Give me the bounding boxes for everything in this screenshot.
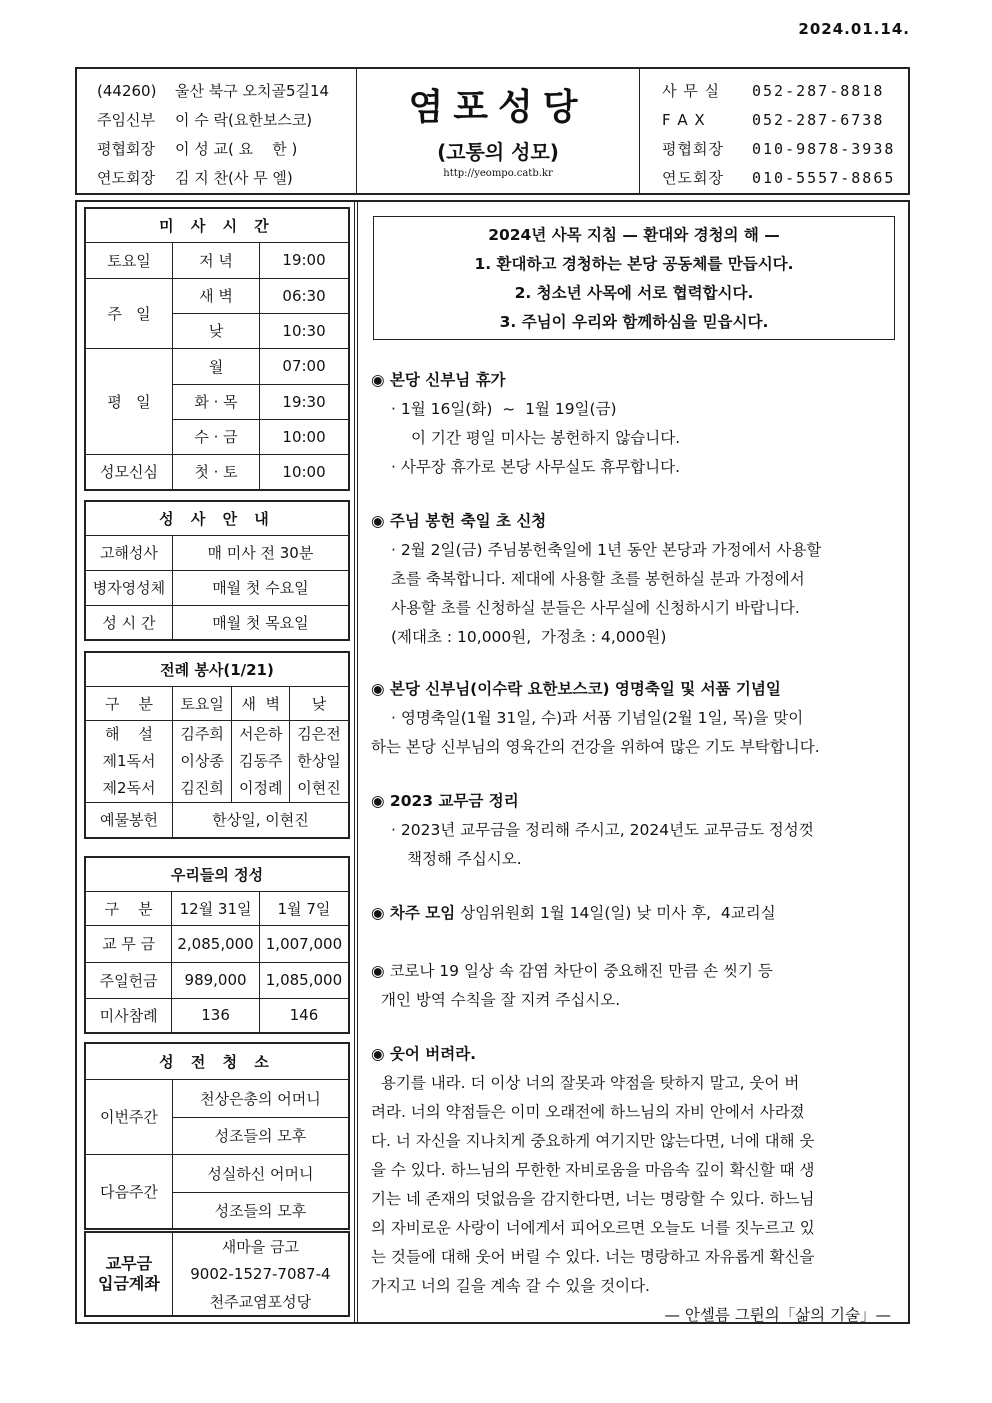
issue-date: 2024.01.14.: [798, 20, 910, 38]
notice-candle-request: ◉ 주님 봉헌 축일 초 신청 · 2월 2일(금) 주님봉헌축일에 1년 동안 본당과 가정에서 사용할 초를 축복합니다. 제대에 사용할 초를 봉헌하실 분과 가정에서 사용할 초를 신청하실 분들은 사무실에 신청하시기 바랍니다. (제대초 : 10,000원, 가정초 : 4,000원): [371, 512, 822, 646]
reflection-source: — 안셀름 그륀의「삶의 기술」—: [664, 1306, 891, 1324]
pastoral-item: 1. 환대하고 경청하는 본당 공동체를 만듭시다.: [474, 255, 794, 273]
parish-url[interactable]: http://yeompo.catb.kr: [443, 168, 553, 179]
account-number: 9002-1527-7087-4: [172, 1260, 349, 1288]
notice-dues: ◉ 2023 교무금 정리 · 2023년 교무금을 정리해 주시고, 2024년도 교무금도 정성껏 책정해 주십시오.: [371, 792, 814, 868]
parish-info: [77, 69, 357, 193]
parish-patron: (고통의 성모): [437, 140, 559, 164]
council-president-row: 평협회장 이 성 교( 요 한 ): [97, 140, 298, 158]
fax-row: F A X 052-287-6738: [662, 111, 885, 129]
bulletin-header: [75, 67, 910, 195]
contact-info: [639, 69, 908, 193]
notice-covid: ◉ 코로나 19 일상 속 감염 차단이 중요해진 만큼 손 씻기 등 개인 방역 수칙을 잘 지켜 주십시오.: [371, 962, 773, 1009]
liturgy-title: 전례 봉사(1/21): [85, 652, 349, 686]
sacrament-table: 성 사 안 내 고해성사 매 미사 전 30분 병자영성체 매월 첫 수요일 성 시 간 매월 첫 목요일: [84, 500, 350, 641]
pastoral-item: 3. 주님이 우리와 함께하심을 믿읍시다.: [499, 313, 769, 331]
cleaning-title: 성 전 청 소: [85, 1043, 349, 1079]
prayer-phone-row: 연도회장 010-5557-8865: [662, 169, 896, 187]
notice-next-meeting: ◉ 차주 모임 상임위원회 1월 14일(일) 낮 미사 후, 4교리실: [371, 904, 776, 922]
bulletin-body: [75, 200, 910, 1324]
notice-feast-day: ◉ 본당 신부님(이수락 요한보스코) 영명축일 및 서품 기념일 · 영명축일(1월 31일, 수)과 서품 기념일(2월 1일, 목)을 맞이 하는 본당 신부님의 영육간의 건강을 위하여 많은 기도 부탁합니다.: [371, 680, 820, 756]
column-divider: [354, 202, 358, 1322]
parish-title-block: [357, 69, 639, 193]
pastor-row: 주임신부 이 수 락(요한보스코): [97, 111, 313, 129]
cleaning-table: 성 전 청 소 이번주간 천상은총의 어머니 성조들의 모후 다음주간 성실하신 어머니 성조들의 모후: [84, 1042, 350, 1230]
mass-schedule-table: 미 사 시 간 토요일 저 녁 19:00 주 일 새 벽 06:30 낮 10:30 평 일 월 07:00 화 · 목 19:30 수 · 금 10:00 성모신심 첫 · 토 10:00: [84, 207, 350, 491]
pastoral-title: 2024년 사목 지침 — 환대와 경청의 해 —: [488, 226, 780, 244]
pastoral-item: 2. 청소년 사목에 서로 협력합시다.: [514, 284, 754, 302]
offering-table: 우리들의 정성 구 분 12월 31일 1월 7일 교 무 금 2,085,000 1,007,000 주일헌금 989,000 1,085,000 미사참례 136 146: [84, 856, 350, 1034]
parish-name: 염포성당: [408, 87, 588, 128]
address-row: (44260) 울산 북구 오치골5길14: [97, 82, 330, 100]
office-phone-row: 사 무 실 052-287-8818: [662, 82, 885, 100]
council-phone-row: 평협회장 010-9878-3938: [662, 140, 896, 158]
prayer-president-row: 연도회장 김 지 찬(사 무 엘): [97, 169, 293, 187]
account-label: 교무금 입금계좌: [85, 1232, 172, 1316]
pastoral-guideline-box: [373, 216, 895, 340]
sacrament-title: 성 사 안 내: [85, 501, 349, 535]
liturgy-service-table: 전례 봉사(1/21) 구 분 토요일 새 벽 낮 해 설 김주희 서은하 김은전 제1독서 이상종 김동주 한상일 제2독서 김진희 이정례 이현진 예물봉헌 한상일, 이현진: [84, 651, 350, 839]
mass-schedule-title: 미 사 시 간: [85, 208, 349, 242]
account-table: 교무금 입금계좌 새마을 금고 9002-1527-7087-4 천주교염포성당: [84, 1231, 350, 1317]
notice-pastor-vacation: ◉ 본당 신부님 휴가 · 1월 16일(화) ~ 1월 19일(금) 이 기간 평일 미사는 봉헌하지 않습니다. · 사무장 휴가로 본당 사무실도 휴무합니다.: [371, 371, 681, 476]
notice-reflection: ◉ 웃어 버려라. 용기를 내라. 더 이상 너의 잘못과 약점을 탓하지 말고, 웃어 버 려라. 너의 약점들은 이미 오래전에 하느님의 자비 안에서 사라졌 다. 너 자신을 지나치게 중요하게 여기지만 않는다면, 너에 대해 웃 을 수 있다. 하느님의 무한한 자비로움을 마음속 깊이 확신할 때 생 기는 네 존재의 덧없음을 감지한다면, 너는 명랑할 수 있다. 하느님 의 자비로운 사랑이 너에게서 피어오르면 오늘도 너를 짓누르고 있 는 것들에 대해 웃어 버릴 수 있다. 너는 명랑하고 자유롭게 확신을 가지고 너의 길을 계속 갈 수 있을 것이다. — 안셀름 그륀의「삶의 기술」—: [371, 1040, 901, 1330]
offering-title: 우리들의 정성: [85, 857, 349, 891]
